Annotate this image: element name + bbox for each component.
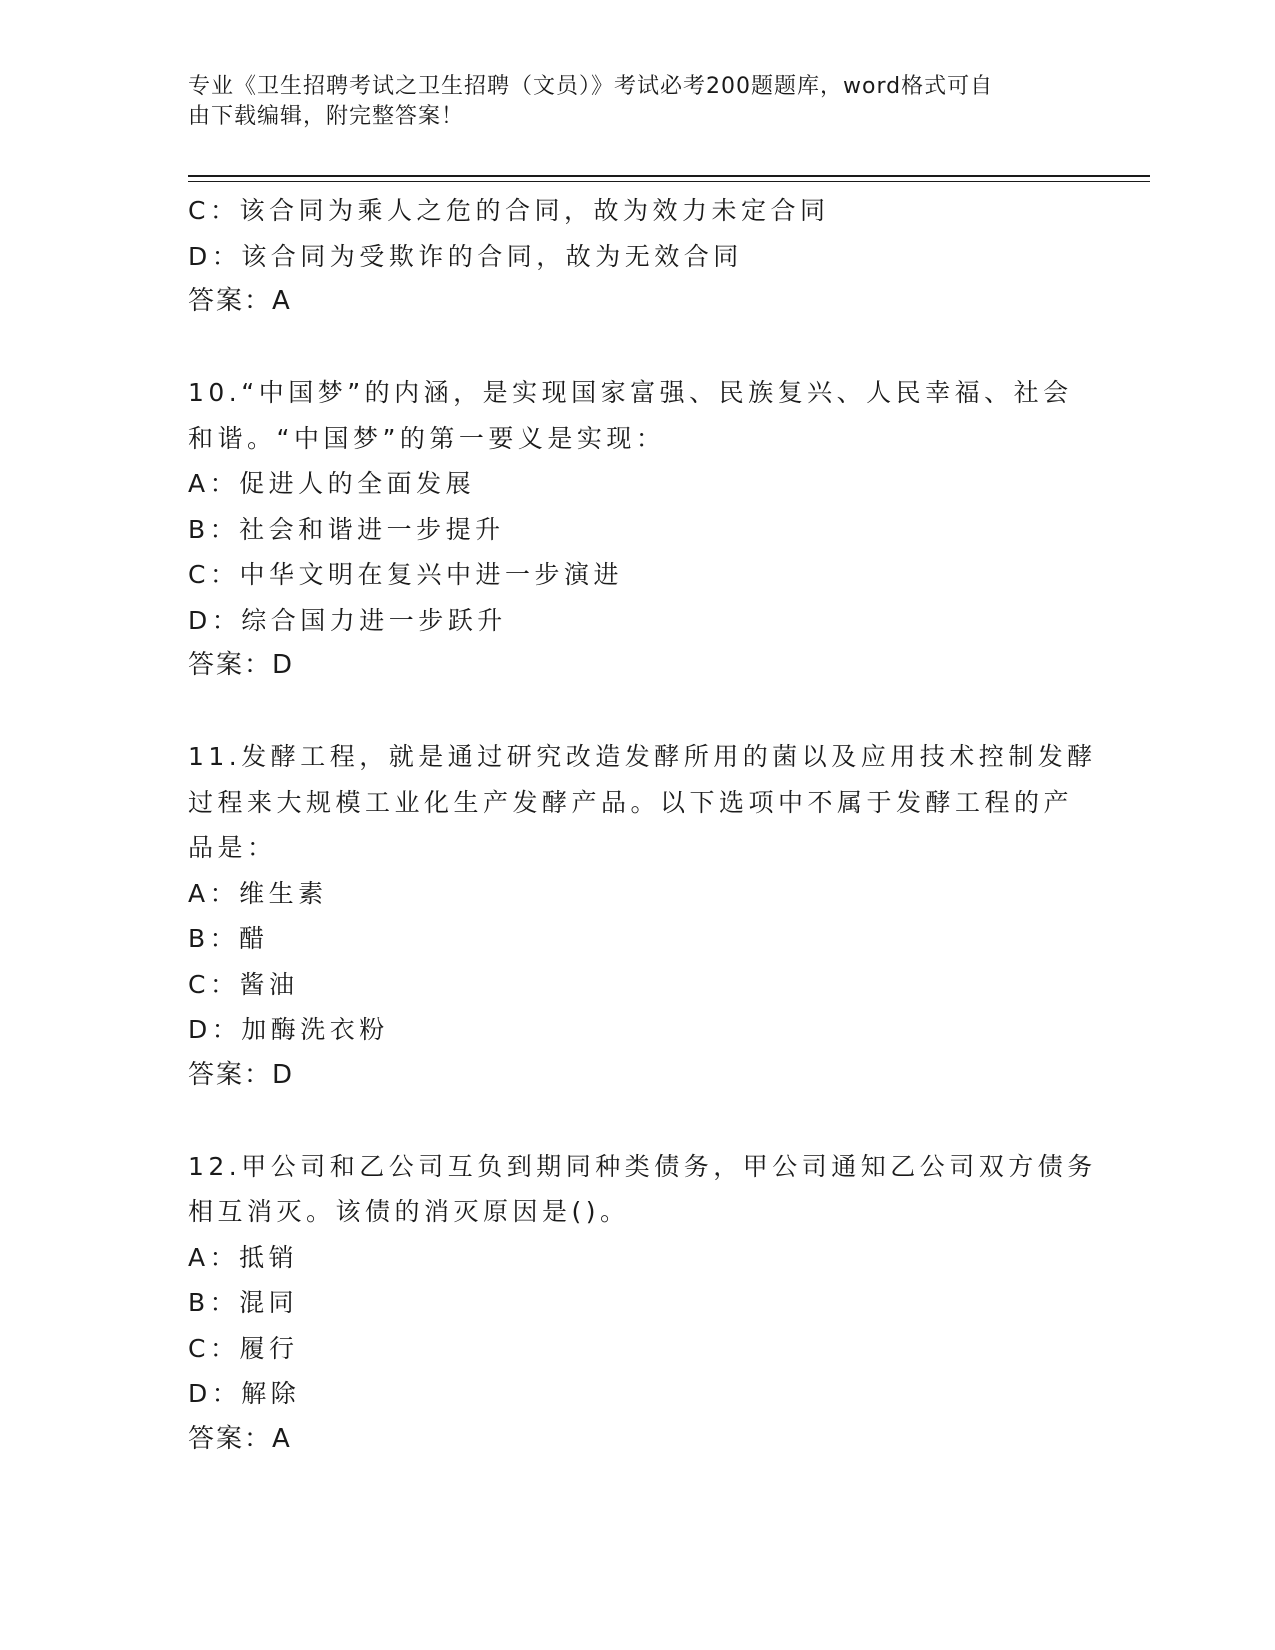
option-d: D：加酶洗衣粉 [188, 1015, 389, 1044]
question-text-line: 10.“中国梦”的内涵，是实现国家富强、民族复兴、人民幸福、社会 [188, 378, 1073, 407]
question-11 [188, 734, 1097, 1098]
answer: 答案：A [188, 1423, 292, 1454]
answer: 答案：D [188, 1059, 295, 1090]
option-c: C：酱油 [188, 969, 299, 999]
question-text-line: 11.发酵工程，就是通过研究改造发酵所用的菌以及应用技术控制发酵 [188, 742, 1097, 771]
spacer [188, 325, 1088, 371]
option-b: B：醋 [188, 924, 269, 953]
spacer [188, 1098, 1088, 1144]
question-12 [188, 1144, 1097, 1463]
question-text-line: 过程来大规模工业化生产发酵产品。以下选项中不属于发酵工程的产 [188, 787, 1074, 817]
question-prev [188, 188, 1088, 325]
option-a: A：抵销 [188, 1242, 299, 1272]
answer: 答案：D [188, 650, 295, 680]
option-d: D：该合同为受欺诈的合同，故为无效合同 [188, 241, 743, 271]
option-c: C：中华文明在复兴中进一步演进 [188, 560, 623, 589]
option-c: C：履行 [188, 1333, 299, 1363]
option-a: A：促进人的全面发展 [188, 469, 476, 498]
header-line-2: 由下载编辑，附完整答案！ [188, 104, 465, 129]
document-body [188, 188, 1097, 1462]
option-b: B：混同 [188, 1288, 299, 1317]
header-divider-thin [188, 181, 1150, 182]
option-b: B：社会和谐进一步提升 [188, 514, 505, 544]
option-d: D：综合国力进一步跃升 [188, 605, 507, 635]
question-text-line: 12.甲公司和乙公司互负到期同种类债务，甲公司通知乙公司双方债务 [188, 1151, 1097, 1181]
option-a: A：维生素 [188, 878, 328, 908]
question-text-line: 相互消灭。该债的消灭原因是()。 [188, 1197, 630, 1226]
question-10 [188, 370, 1088, 689]
question-text-line: 品是： [188, 833, 277, 862]
document-header [188, 72, 1068, 132]
option-c: C：该合同为乘人之危的合同，故为效力未定合同 [188, 196, 830, 225]
answer: 答案：A [188, 286, 292, 316]
header-line-1: 专业《卫生招聘考试之卫生招聘（文员）》考试必考200题题库，word格式可自 [188, 74, 994, 99]
question-text-line: 和谐。“中国梦”的第一要义是实现： [188, 423, 666, 453]
spacer [188, 689, 1088, 735]
option-d: D：解除 [188, 1379, 301, 1408]
header-divider-thick [188, 175, 1150, 177]
